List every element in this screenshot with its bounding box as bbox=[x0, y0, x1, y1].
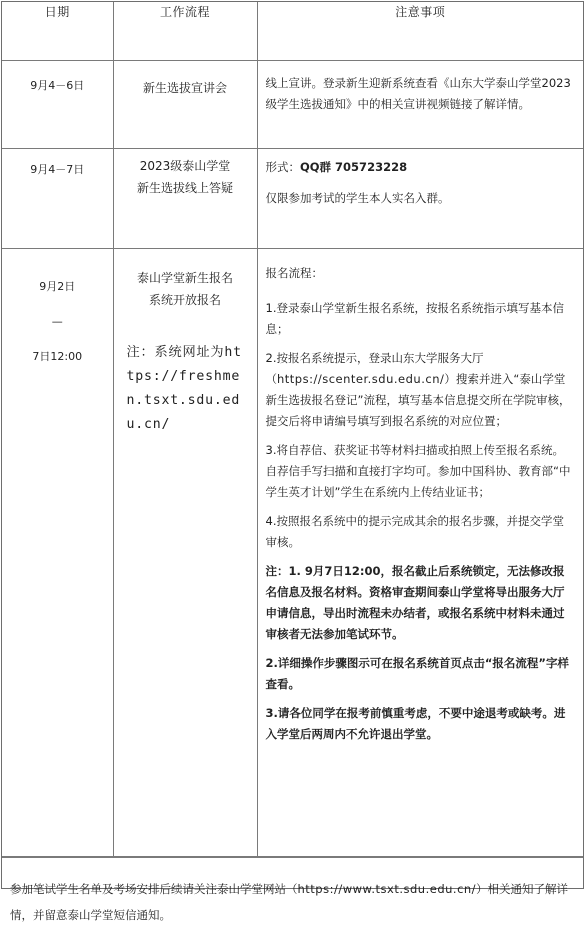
system-url-note: 注：系统网址为https://freshmen.tsxt.sdu.edu.cn/ bbox=[126, 345, 242, 432]
row-date: 9月4－7日 bbox=[2, 149, 113, 249]
qq-group-number: QQ群 705723228 bbox=[300, 160, 408, 174]
notes-limit: 仅限参加考试的学生本人实名入群。 bbox=[265, 191, 450, 205]
note-1: 注：1. 9月7日12:00，报名截止后系统锁定，无法修改报名信息及报名材料。资格审查期间泰山学堂将导出服务大厅申请信息，导出时流程未办结者，或报名系统中材料未通过审核者无法参加笔试环节。 bbox=[265, 564, 565, 641]
header-notes: 注意事项 bbox=[257, 2, 583, 61]
row-date bbox=[2, 249, 113, 857]
note-2: 2.详细操作步骤图示可在报名系统首页点击“报名流程”字样查看。 bbox=[265, 656, 569, 691]
notes-form bbox=[266, 157, 576, 178]
step-4: 4.按照报名系统中的提示完成其余的报名步骤，并提交学堂审核。 bbox=[265, 514, 564, 549]
steps-title: 报名流程： bbox=[265, 266, 323, 280]
step-1: 1.登录泰山学堂新生报名系统，按报名系统指示填写基本信息； bbox=[265, 301, 564, 336]
date-end: 7日12:00 bbox=[32, 350, 83, 363]
row-flow bbox=[113, 149, 257, 249]
header-flow: 工作流程 bbox=[113, 2, 257, 61]
row-date: 9月4－6日 bbox=[2, 61, 113, 149]
header-date: 日期 bbox=[2, 2, 113, 61]
row-notes bbox=[257, 149, 583, 249]
service-hall-url: https://scenter.sdu.edu.cn/ bbox=[277, 372, 445, 386]
row-notes: 线上宣讲。登录新生迎新系统查看《山东大学泰山学堂2023级学生选拔通知》中的相关宣讲视频链接了解详情。 bbox=[257, 61, 583, 149]
table-header-row bbox=[2, 2, 583, 61]
step-3: 3.将自荐信、获奖证书等材料扫描或拍照上传至报名系统。自荐信手写扫描和直接打字均可。参加中国科协、教育部“中学生英才计划”学生在系统内上传结业证书； bbox=[265, 443, 571, 499]
notes-form-label: 形式： bbox=[265, 160, 300, 174]
row-flow-text: 2023级泰山学堂新生选拔线上答疑 bbox=[136, 159, 233, 195]
row-notes bbox=[257, 249, 583, 857]
schedule-document bbox=[1, 1, 584, 922]
footer-note: 参加笔试学生名单及考场安排后续请关注泰山学堂网站（https://www.tsxt.sdu.edu.cn/）相关通知了解详情，并留意泰山学堂短信通知。 bbox=[2, 857, 583, 941]
schedule-table bbox=[2, 2, 583, 857]
table-row bbox=[2, 61, 583, 149]
row-flow-text: 泰山学堂新生报名系统开放报名 bbox=[136, 271, 233, 307]
row-flow: 新生选拔宣讲会 bbox=[113, 61, 257, 149]
row-flow bbox=[113, 249, 257, 857]
step-2: 2.按报名系统提示，登录山东大学服务大厅（https://scenter.sdu.edu.cn/）搜索并进入“泰山学堂新生选拔报名登记”流程，填写基本信息提交所在学院审核，提交后将申请编号填写到报名系统的对应位置； bbox=[265, 351, 571, 428]
table-row bbox=[2, 249, 583, 857]
date-separator: — bbox=[51, 315, 63, 328]
table-row bbox=[2, 149, 583, 249]
note-3: 3.请各位同学在报考前慎重考虑，不要中途退考或缺考。进入学堂后两周内不允许退出学堂。 bbox=[265, 706, 566, 741]
date-start: 9月2日 bbox=[39, 280, 76, 293]
tsxt-website-url: https://www.tsxt.sdu.edu.cn/ bbox=[297, 882, 477, 896]
